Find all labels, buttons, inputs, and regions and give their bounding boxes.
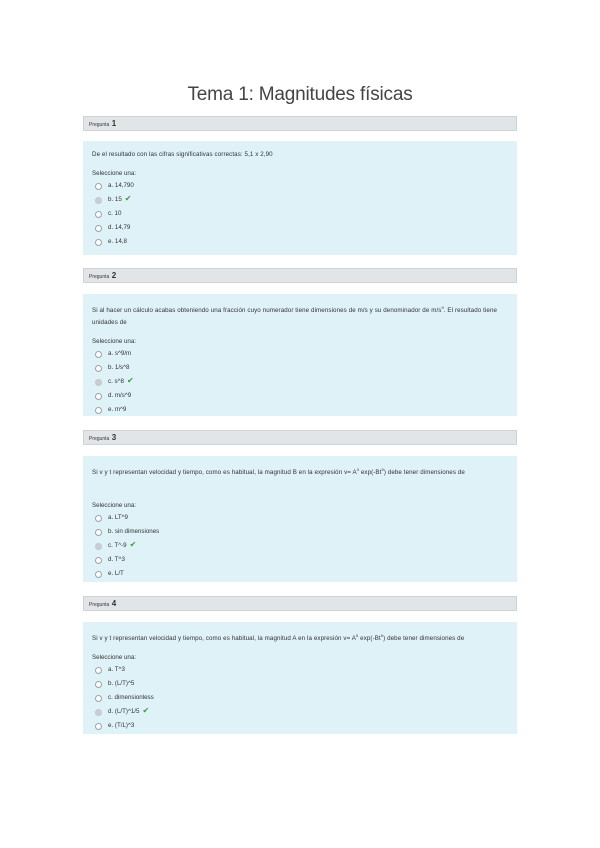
question-4-box (83, 622, 517, 734)
answer-label: a. s^9/m (108, 350, 132, 358)
answer-label: c. s^8 (108, 378, 124, 386)
answer-option[interactable] (92, 691, 508, 705)
answer-option[interactable] (92, 567, 508, 581)
radio-button[interactable] (95, 239, 102, 246)
answer-label: b. (L/T)^5 (108, 680, 135, 688)
answer-label: d. (L/T)^1/5 (108, 708, 140, 716)
answer-option[interactable] (92, 511, 508, 525)
answer-option[interactable] (92, 705, 508, 719)
question-2-box (83, 294, 517, 416)
answer-option[interactable] (92, 663, 508, 677)
answer-option[interactable] (92, 361, 508, 375)
answer-label: a. 14,790 (108, 182, 134, 189)
answer-option[interactable] (92, 179, 508, 193)
radio-button[interactable] (95, 529, 102, 536)
radio-button[interactable] (95, 571, 102, 578)
question-3-box (83, 456, 517, 582)
radio-button[interactable] (95, 557, 102, 564)
answer-prompt: Seleccione una: (92, 654, 137, 662)
answer-label: d. m/s^9 (108, 392, 132, 400)
question-label: Pregunta (89, 602, 110, 608)
radio-button[interactable] (95, 515, 102, 522)
answer-option[interactable] (92, 403, 508, 417)
answer-label: d. 14,79 (108, 224, 131, 231)
question-label: Pregunta (89, 274, 110, 280)
answer-option[interactable] (92, 525, 508, 539)
check-icon: ✔ (129, 540, 137, 549)
radio-button[interactable] (95, 197, 102, 204)
answer-label: e. m^9 (108, 406, 127, 414)
page-title: Tema 1: Magnitudes físicas (187, 84, 413, 105)
question-number: 1 (111, 119, 117, 128)
answer-label: e. L/T (108, 570, 124, 577)
answer-option[interactable] (92, 193, 508, 207)
radio-button[interactable] (95, 695, 102, 702)
answer-option[interactable] (92, 719, 508, 733)
answer-option[interactable] (92, 553, 508, 567)
question-text: Si al hacer un cálculo acabas obteniendo una fracción cuyo numerador tiene dimensiones de m/s y su denominador de $m/s^9$. El resultado tiene unidades de (92, 305, 498, 327)
question-text: Si v y t representan velocidad y tiempo, como es habitual, la magnitud A en la expresión $v= A^5$ exp(-Bt$^9$) debe tener dimensiones de (92, 633, 465, 643)
question-4-header (83, 596, 517, 611)
radio-button[interactable] (95, 379, 102, 386)
radio-button[interactable] (95, 407, 102, 414)
radio-button[interactable] (95, 351, 102, 358)
answer-prompt: Seleccione una: (92, 338, 137, 346)
question-text: De el resultado con las cifras significativas correctas: 5,1 x 2,90 (92, 151, 273, 158)
question-number: 2 (111, 271, 117, 280)
question-text: Si v y t representan velocidad y tiempo, como es habitual, la magnitud B en la expresión $v= A^3$ exp(-Bt$^9$) debe tener dimensiones de (92, 467, 465, 477)
question-label: Pregunta (89, 122, 110, 128)
question-number: 3 (111, 433, 117, 442)
answer-option[interactable] (92, 375, 508, 389)
question-3-header (83, 430, 517, 445)
check-icon: ✔ (142, 706, 150, 716)
answer-label: b. 1/s^8 (108, 364, 130, 372)
question-1-box (83, 141, 517, 255)
check-icon: ✔ (124, 194, 132, 203)
answer-option[interactable] (92, 207, 508, 221)
radio-button[interactable] (95, 543, 102, 550)
radio-button[interactable] (95, 393, 102, 400)
radio-button[interactable] (95, 183, 102, 190)
answer-option[interactable] (92, 235, 508, 249)
answer-label: a. T^3 (108, 666, 125, 674)
answer-prompt: Seleccione una: (92, 502, 137, 509)
answer-label: e. 14,8 (108, 238, 127, 245)
radio-button[interactable] (95, 723, 102, 730)
question-1-header (83, 116, 517, 131)
answer-option[interactable] (92, 221, 508, 235)
radio-button[interactable] (95, 225, 102, 232)
radio-button[interactable] (95, 667, 102, 674)
check-icon: ✔ (126, 376, 134, 386)
answer-label: c. dimensionless (108, 694, 154, 702)
answer-option[interactable] (92, 677, 508, 691)
answer-label: d. T^3 (108, 556, 125, 563)
question-label: Pregunta (89, 436, 110, 442)
answer-option[interactable] (92, 389, 508, 403)
answer-option[interactable] (92, 539, 508, 553)
radio-button[interactable] (95, 211, 102, 218)
answer-label: c. 10 (108, 210, 122, 217)
answer-label: a. LT^9 (108, 514, 128, 521)
question-number: 4 (111, 599, 117, 608)
radio-button[interactable] (95, 681, 102, 688)
question-2-header (83, 268, 517, 283)
answer-prompt: Seleccione una: (92, 170, 137, 177)
answer-label: c. T^-9 (108, 542, 127, 549)
radio-button[interactable] (95, 709, 102, 716)
radio-button[interactable] (95, 365, 102, 372)
answer-option[interactable] (92, 347, 508, 361)
answer-label: b. sin dimensiones (108, 528, 160, 535)
answer-label: b. 15 (108, 196, 122, 203)
answer-label: e. (T/L)^3 (108, 722, 135, 730)
